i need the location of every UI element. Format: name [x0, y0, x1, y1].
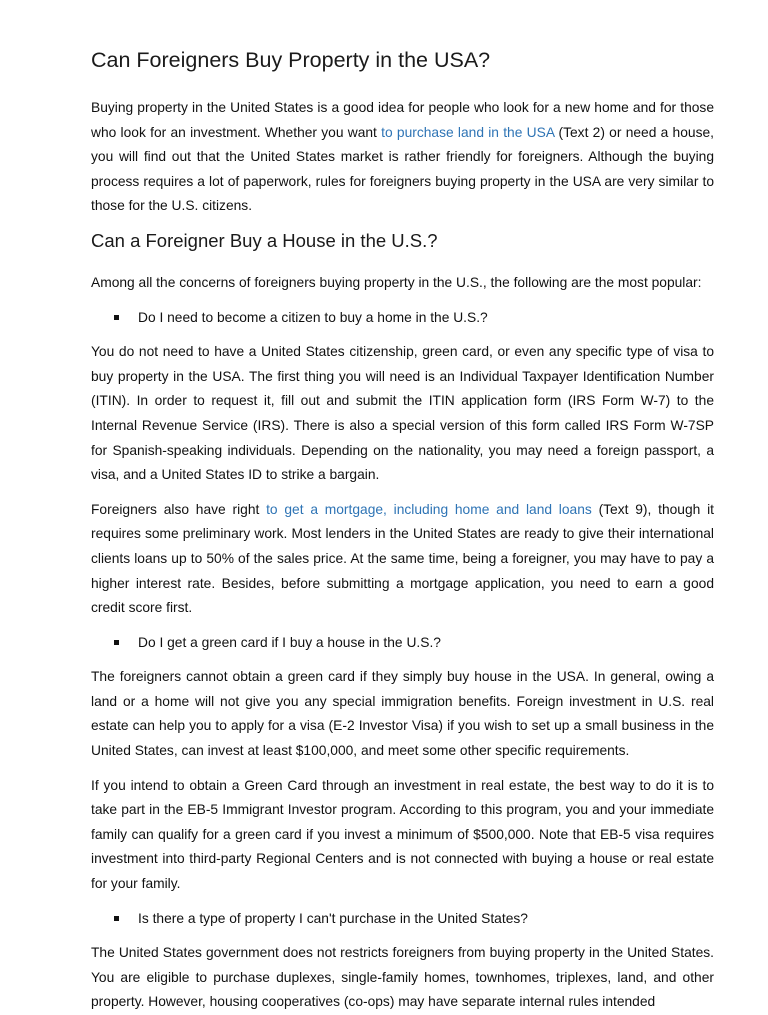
mortgage-paragraph	[91, 498, 714, 621]
eb5-paragraph: If you intend to obtain a Green Card through an investment in real estate, the best way to do it is to take part in the EB-5 Immigrant Investor program. According to this program, you and your immediate family can qualify for a green card if you invest a minimum of $500,000. Note that EB-5 visa requires investment into third-party Regional Centers and is not connected with buying a house or real estate for your family.	[91, 777, 714, 892]
citizenship-paragraph: You do not need to have a United States citizenship, green card, or even any specific type of visa to buy property in the USA. The first thing you will need is an Individual Taxpayer Identification Number (ITIN). In order to request it, fill out and submit the ITIN application form (IRS Form W-7) to the Internal Revenue Service (IRS). There is also a special version of this form called IRS Form W-7SP for Spanish-speaking individuals. Depending on the nationality, you may need a foreign passport, a visa, and a United States ID to strike a bargain.	[91, 344, 714, 483]
concerns-intro-paragraph: Among all the concerns of foreigners buying property in the U.S., the following are the most popular:	[91, 274, 702, 290]
mortgage-text-after: (Text 9), though it requires some preliminary work. Most lenders in the United States are ready to give their international clients loans up to 50% of the sales price. At the same time, being a foreigner, you may have to pay a higher interest rate. Besides, before submitting a mortgage application, you need to earn a good credit score first.	[91, 501, 714, 616]
mortgage-loans-link[interactable]: to get a mortgage, including home and land loans	[266, 501, 592, 517]
section-heading: Can a Foreigner Buy a House in the U.S.?	[91, 229, 438, 251]
restrictions-paragraph: The United States government does not restricts foreigners from buying property in the United States. You are eligible to purchase duplexes, single-family homes, townhomes, triplexes, land, and other property. However, housing cooperatives (co-ops) may have separate internal rules intended	[91, 945, 714, 1010]
bullet-text: Do I get a green card if I buy a house in the U.S.?	[138, 634, 441, 650]
bullet-item-green-card	[91, 631, 714, 656]
bullet-text: Do I need to become a citizen to buy a home in the U.S.?	[138, 309, 488, 325]
bullet-item-citizen	[91, 306, 714, 331]
intro-text-after: (Text 2) or need a house, you will find out that the United States market is rather friendly for foreigners. Although the buying process requires a lot of paperwork, rules for foreigners buying property in the USA are very similar to those for the U.S. citizens.	[91, 124, 714, 214]
page-title: Can Foreigners Buy Property in the USA?	[91, 48, 491, 72]
square-bullet-icon	[114, 916, 119, 921]
intro-text-before: Buying property in the United States is a good idea for people who look for a new home and for those who look for an investment. Whether you want	[91, 100, 714, 140]
mortgage-text-before: Foreigners also have right	[91, 501, 267, 517]
bullet-text: Is there a type of property I can't purchase in the United States?	[138, 910, 528, 926]
green-card-paragraph: The foreigners cannot obtain a green card if they simply buy house in the USA. In general, owing a land or a home will not give you any special immigration benefits. Foreign investment in U.S. real estate can help you to apply for a visa (E-2 Investor Visa) if you wish to set up a small business in the United States, can invest at least $100,000, and meet some other specific requirements.	[91, 669, 714, 759]
purchase-land-link[interactable]: to purchase land in the USA	[381, 124, 555, 140]
square-bullet-icon	[114, 315, 119, 320]
square-bullet-icon	[114, 640, 119, 645]
bullet-item-property-type	[91, 907, 714, 932]
intro-paragraph	[91, 96, 714, 219]
